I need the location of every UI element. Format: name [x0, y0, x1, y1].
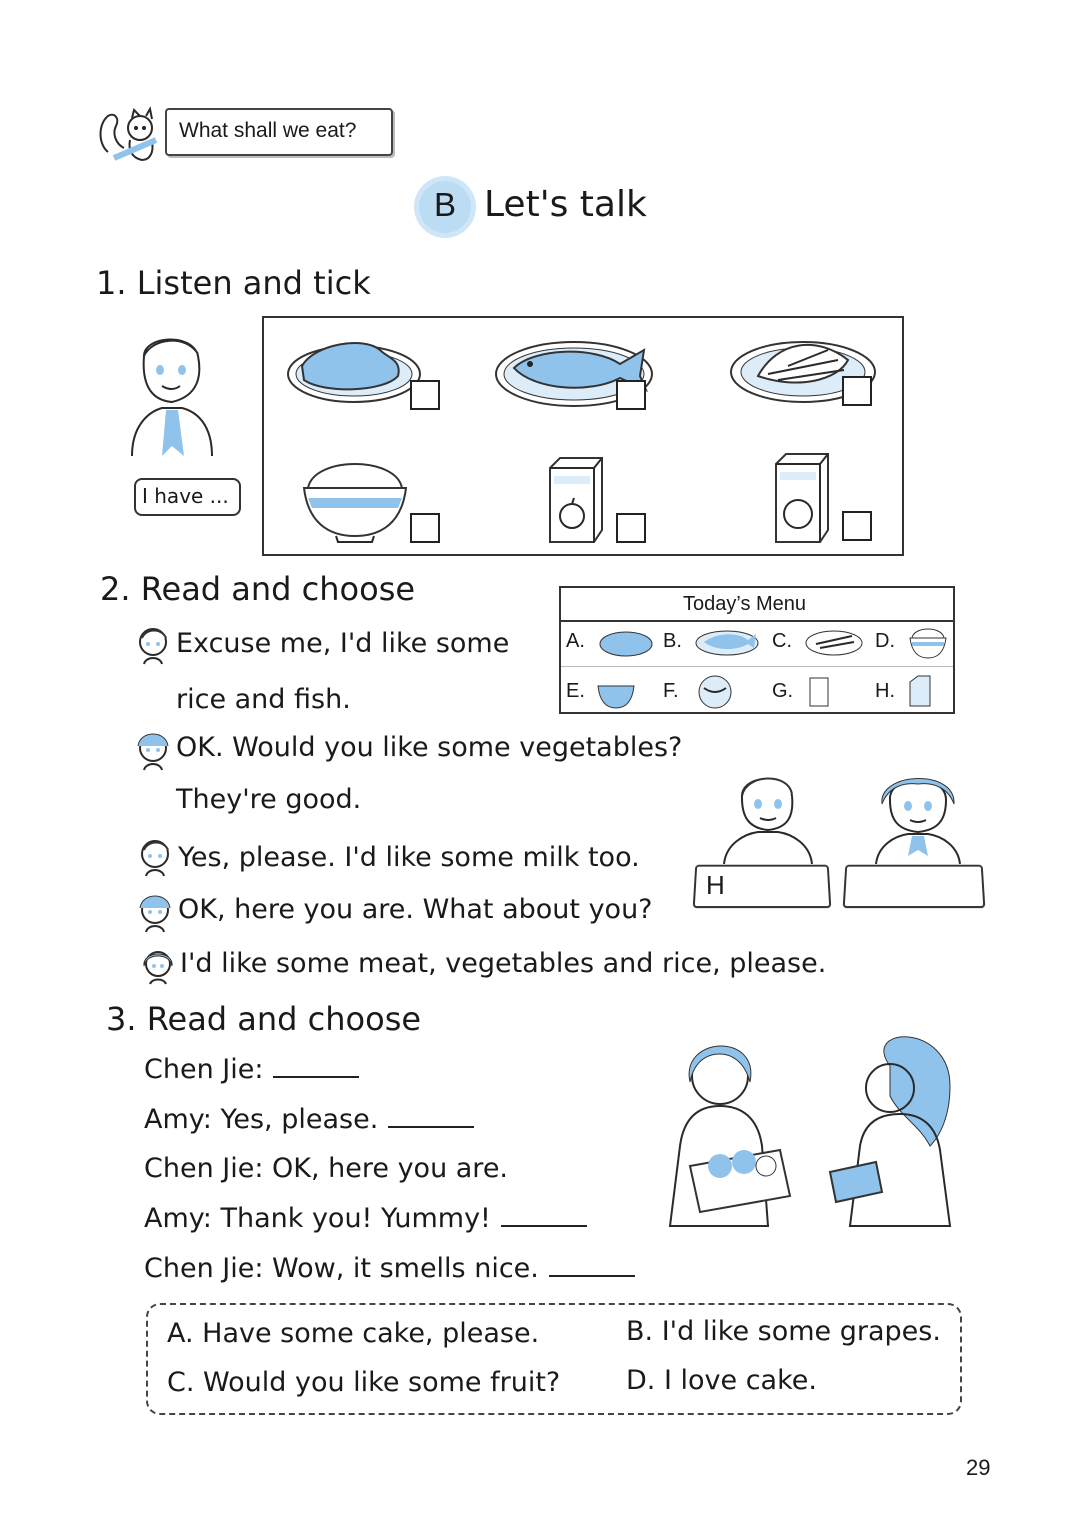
conversation-line-3: [144, 1153, 508, 1184]
exercise2-heading: 2. Read and choose: [100, 570, 416, 608]
menu-noodles-icon: [694, 674, 736, 710]
speech-bubble: [134, 478, 241, 516]
page-number: 29: [966, 1455, 991, 1480]
conversation-line-2-text: Amy: Yes, please.: [144, 1104, 379, 1135]
conversation-line-3-text: Chen Jie: OK, here you are.: [144, 1153, 509, 1184]
waitress-face-icon: [136, 892, 174, 934]
menu-rice-icon: [908, 624, 948, 660]
menu-title: Today’s Menu: [683, 593, 807, 615]
menu-milk-icon: [808, 674, 830, 708]
topic-tag: [165, 108, 393, 156]
exercise3-heading: 3. Read and choose: [106, 1000, 422, 1038]
option-b: B. I'd like some grapes.: [626, 1316, 941, 1347]
menu-vegetables-icon: [804, 626, 864, 658]
checkbox-fish[interactable]: [616, 380, 646, 410]
conversation-line-1-text: Chen Jie:: [144, 1054, 264, 1085]
conversation-line-5-text: Chen Jie: Wow, it smells nice.: [144, 1253, 539, 1284]
answer-blank-1[interactable]: [273, 1054, 359, 1078]
topic-tag-label: What shall we eat?: [179, 119, 357, 142]
dialogue-line-3: OK. Would you like some vegetables?: [176, 732, 683, 763]
option-d: D. I love cake.: [626, 1365, 817, 1396]
conversation-line-4: [144, 1203, 587, 1234]
rice-icon: [298, 452, 412, 544]
answer-blank-2[interactable]: [388, 1104, 474, 1128]
menu-option-f: F.: [663, 680, 679, 702]
checkbox-apple-juice[interactable]: [616, 513, 646, 543]
boy-at-table-icon: [718, 764, 818, 864]
menu-option-h: H.: [875, 680, 895, 702]
orange-juice-icon: [772, 452, 832, 544]
menu-meat-icon: [598, 626, 654, 658]
boy-face-icon: [136, 626, 170, 666]
conversation-line-5: [144, 1253, 635, 1284]
dialogue-line-4: They're good.: [176, 784, 362, 815]
exercise1-heading: 1. Listen and tick: [96, 264, 371, 302]
checkbox-rice[interactable]: [410, 513, 440, 543]
conversation-line-2: [144, 1104, 474, 1135]
girl-tray[interactable]: [843, 865, 986, 908]
menu-option-d: D.: [875, 630, 895, 652]
girl-at-table-icon: [868, 764, 968, 864]
menu-option-b: B.: [663, 630, 682, 652]
waitress-face-icon: [134, 730, 172, 772]
menu-soup-icon: [596, 674, 636, 710]
conversation-line-4-text: Amy: Thank you! Yummy!: [144, 1203, 491, 1234]
boy-speaker-icon: [122, 326, 222, 476]
option-a: A. Have some cake, please.: [167, 1318, 540, 1349]
answer-blank-3[interactable]: [501, 1203, 587, 1227]
answer-blank-4[interactable]: [549, 1253, 635, 1277]
menu-option-a: A.: [566, 630, 585, 652]
section-letter: B: [434, 186, 457, 223]
section-title: Let's talk: [484, 184, 647, 225]
dialogue-line-6: OK, here you are. What about you?: [178, 894, 653, 925]
boy-face-icon: [138, 838, 172, 878]
meat-icon: [284, 328, 424, 408]
menu-option-g: G.: [772, 680, 794, 702]
checkbox-orange-juice[interactable]: [842, 511, 872, 541]
girls-sharing-food-icon: [650, 1026, 960, 1236]
menu-juice-icon: [906, 674, 934, 708]
checkbox-meat[interactable]: [410, 380, 440, 410]
menu-option-e: E.: [566, 680, 585, 702]
option-c: C. Would you like some fruit?: [167, 1367, 561, 1398]
boy-tray-answer: H: [706, 870, 725, 900]
dialogue-line-7: I'd like some meat, vegetables and rice, please.: [180, 948, 827, 979]
speech-bubble-text: I have ...: [142, 484, 229, 508]
apple-juice-icon: [546, 456, 606, 544]
squirrel-icon: [96, 104, 166, 166]
girl-face-icon: [140, 946, 176, 986]
menu-option-c: C.: [772, 630, 792, 652]
dialogue-line-1: Excuse me, I'd like some: [176, 628, 510, 659]
dialogue-line-2: rice and fish.: [176, 684, 351, 715]
checkbox-vegetables[interactable]: [842, 376, 872, 406]
menu-fish-icon: [694, 626, 760, 658]
conversation-line-1: [144, 1054, 359, 1085]
dialogue-line-5: Yes, please. I'd like some milk too.: [178, 842, 640, 873]
